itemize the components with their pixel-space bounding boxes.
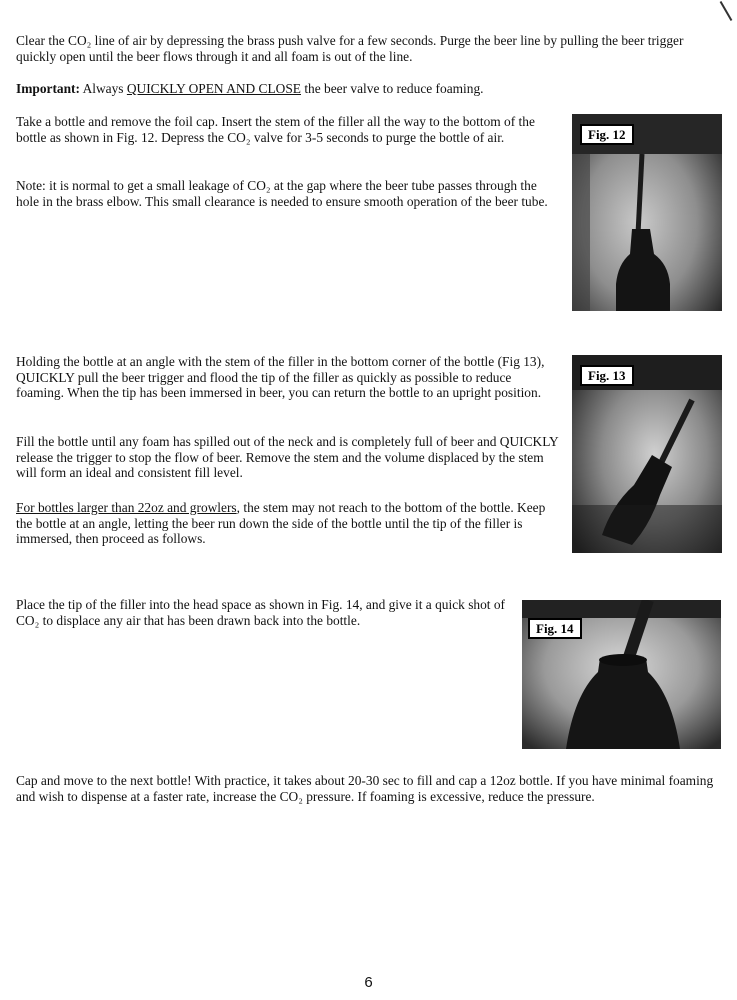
figure-13-photo (572, 355, 722, 553)
important-emphasis: QUICKLY OPEN AND CLOSE (126, 81, 301, 96)
important-label: Important: (16, 81, 80, 96)
purge-paragraph: Clear the CO₂ line of air by depressing the brass push valve for a few seconds. Purge the beer line by pulling the beer trigger quickly open until the beer flows through it and all foam is out of the line. (16, 33, 684, 64)
figure-14-label: Fig. 14 (528, 618, 582, 639)
figure-12-photo (572, 114, 722, 311)
step12-instruction: Take a bottle and remove the foil cap. Insert the stem of the filler all the way to the bottom of the bottle as shown in Fig. 12. Depress the CO₂ valve for 3-5 seconds to purge the bottle of air. (16, 114, 535, 145)
large-bottles-underlined: For bottles larger than 22oz and growlers (16, 500, 237, 515)
large-bottles-rest: , the stem may not reach to the bottom of the bottle. Keep the bottle at an angle, letting the beer run down the side of the bottle until the tip of the filler is immersed, then proceed as follows. (16, 500, 546, 546)
corner-mark (720, 1, 733, 21)
step13-instruction: Holding the bottle at an angle with the stem of the filler in the bottom corner of the bottle (Fig 13), QUICKLY pull the beer trigger and flood the tip of the filler as quickly as possible to reduce foaming. When the tip has been immersed in beer, you can return the bottle to an upright position. (16, 354, 545, 400)
important-post: the beer valve to reduce foaming. (300, 81, 484, 96)
step12-note: Note: it is normal to get a small leakage of CO₂ at the gap where the beer tube passes through the hole in the brass elbow. This small clearance is needed to ensure smooth operation of the beer tube. (16, 178, 548, 209)
step14-instruction: Place the tip of the filler into the head space as shown in Fig. 14, and give it a quick shot of CO₂ to displace any air that has been drawn back into the bottle. (16, 597, 506, 628)
important-pre: Always (79, 81, 127, 96)
figure-14-photo (522, 600, 721, 749)
step13-fill-instruction: Fill the bottle until any foam has spilled out of the neck and is completely full of beer and QUICKLY release the trigger to stop the flow of beer. Remove the stem and the volume displaced by the stem will form an ideal and consistent fill level. (16, 434, 559, 480)
final-paragraph: Cap and move to the next bottle! With practice, it takes about 20-30 sec to fill and cap a 12oz bottle. If you have minimal foaming and wish to dispense at a faster rate, increase the CO₂ pressure. If foaming is excessive, reduce the pressure. (16, 773, 714, 804)
figure-13-label: Fig. 13 (580, 365, 634, 386)
page-number: 6 (364, 974, 373, 991)
step13-large-bottles (16, 500, 561, 547)
figure-12-label: Fig. 12 (580, 124, 634, 145)
important-paragraph (16, 81, 706, 97)
